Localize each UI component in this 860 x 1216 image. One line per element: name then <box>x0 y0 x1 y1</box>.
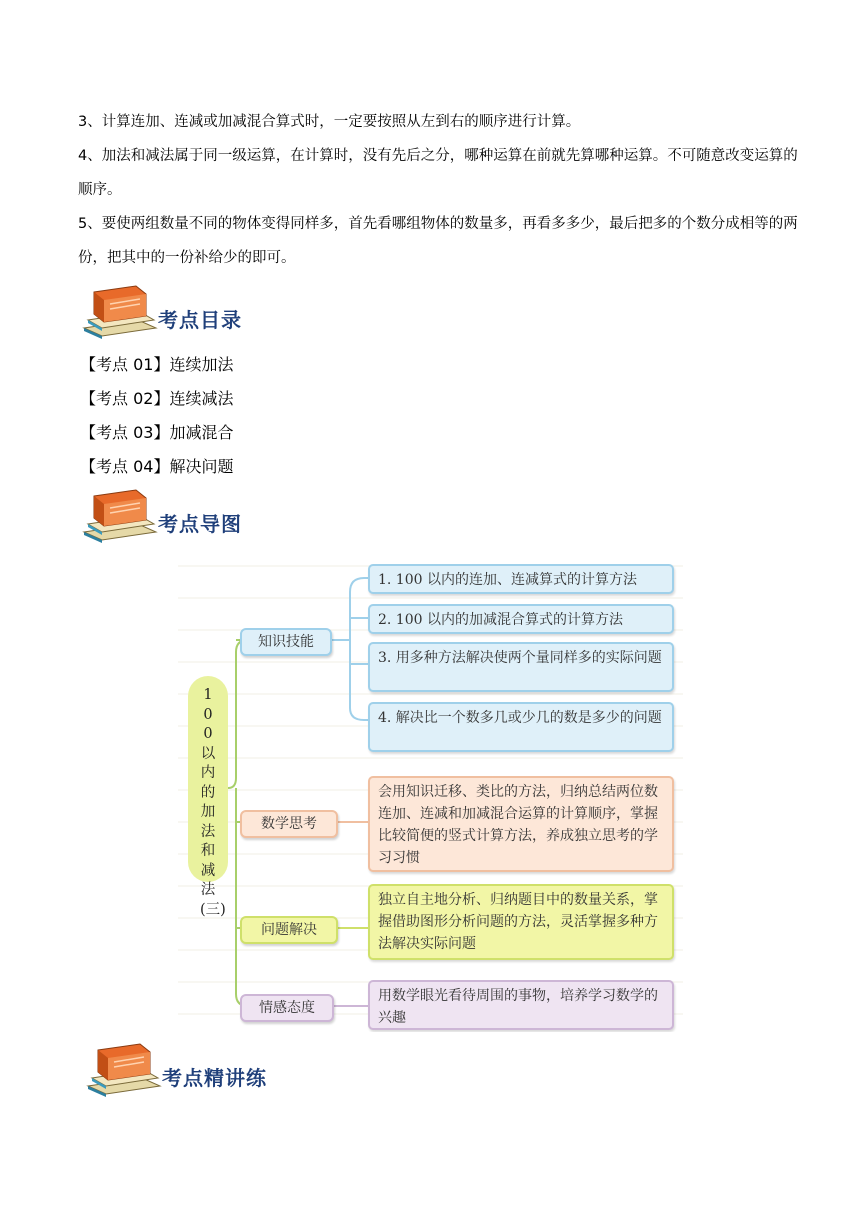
books-icon <box>80 282 160 340</box>
books-icon <box>84 1040 164 1098</box>
kaodian-name: 加减混合 <box>169 423 234 442</box>
practice-title: 考点精讲练 <box>162 1066 267 1090</box>
branch-sikao-label: 数学思考 <box>240 810 338 838</box>
catalog-title: 考点目录 <box>158 308 242 332</box>
branch-qinggan-label: 情感态度 <box>240 994 334 1022</box>
kaodian-tag: 【考点 03】 <box>80 423 170 442</box>
sikao-text: 会用知识迁移、类比的方法，归纳总结两位数连加、连减和加减混合运算的计算顺序，掌握比较简便的竖式计算方法，养成独立思考的学习习惯 <box>368 776 674 872</box>
kaodian-tag: 【考点 02】 <box>80 389 170 408</box>
mind-map-root <box>188 676 228 918</box>
kaodian-name: 解决问题 <box>169 457 234 476</box>
branch-wenti-label: 问题解决 <box>240 916 338 944</box>
mind-map <box>178 548 683 1032</box>
zhishi-item-4: 4. 解决比一个数多几或少几的数是多少的问题 <box>368 702 674 752</box>
paragraph-5: 5、要使两组数量不同的物体变得同样多，首先看哪组物体的数量多，再看多多少，最后把多的个数分成相等的两份，把其中的一份补给少的即可。 <box>78 216 798 266</box>
paragraph-3: 3、计算连加、连减或加减混合算式时，一定要按照从左到右的顺序进行计算。 <box>78 114 581 130</box>
mind-map-root-text: 100以内的加法和减法(三) <box>200 687 226 918</box>
zhishi-item-1: 1. 100 以内的连加、连减算式的计算方法 <box>368 564 674 594</box>
kaodian-name: 连续加法 <box>169 355 234 374</box>
kaodian-item <box>80 454 233 477</box>
paragraph-4: 4、加法和减法属于同一级运算，在计算时，没有先后之分，哪种运算在前就先算哪种运算。不可随意改变运算的顺序。 <box>78 148 798 198</box>
books-icon <box>80 486 160 544</box>
branch-zhishi-label: 知识技能 <box>240 628 332 656</box>
kaodian-item <box>80 420 233 443</box>
zhishi-item-2: 2. 100 以内的加减混合算式的计算方法 <box>368 604 674 634</box>
kaodian-tag: 【考点 04】 <box>80 457 170 476</box>
catalog-heading <box>80 282 340 342</box>
zhishi-item-3: 3. 用多种方法解决使两个量同样多的实际问题 <box>368 642 674 692</box>
map-title: 考点导图 <box>158 512 242 536</box>
qinggan-text: 用数学眼光看待周围的事物，培养学习数学的兴趣 <box>368 980 674 1030</box>
kaodian-item <box>80 386 233 409</box>
practice-heading <box>84 1040 344 1100</box>
map-heading <box>80 486 340 546</box>
kaodian-tag: 【考点 01】 <box>80 355 170 374</box>
wenti-text: 独立自主地分析、归纳题目中的数量关系，掌握借助图形分析问题的方法，灵活掌握多种方法解决实际问题 <box>368 884 674 960</box>
kaodian-name: 连续减法 <box>169 389 234 408</box>
kaodian-item <box>80 352 233 375</box>
